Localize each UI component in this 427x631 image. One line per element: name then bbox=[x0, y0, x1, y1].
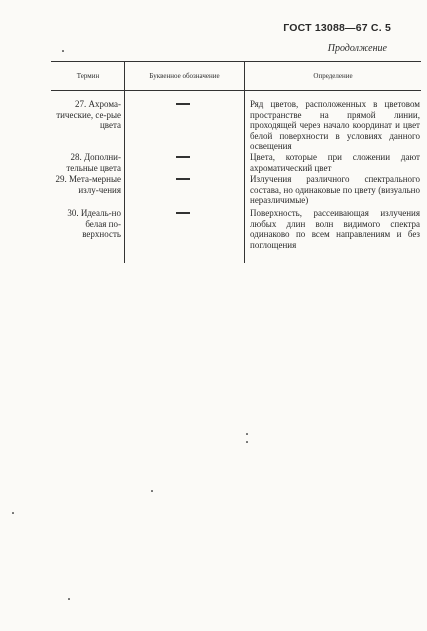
table-top-rule bbox=[51, 61, 421, 62]
continuation-label: Продолжение bbox=[327, 43, 387, 54]
symbol-dash-28 bbox=[176, 156, 190, 158]
column-header-definition: Определение bbox=[313, 72, 353, 80]
definition-30: Поверхность, рассеивающая излучения любых длин волн видимого спектра одинаково по всем направлениям и без поглощения bbox=[250, 208, 420, 250]
term-29: 29. Мета-мерные излу-чения bbox=[55, 174, 121, 195]
scan-speck bbox=[68, 598, 70, 600]
term-27: 27. Ахрома-тические, се-рые цвета bbox=[56, 99, 121, 131]
symbol-dash-30 bbox=[176, 212, 190, 214]
column-divider-1 bbox=[124, 61, 125, 263]
term-28: 28. Дополни-тельные цвета bbox=[66, 152, 121, 173]
scan-speck bbox=[246, 441, 248, 443]
definition-28: Цвета, которые при сложении дают ахроматический цвет bbox=[250, 152, 420, 173]
definition-27: Ряд цветов, расположенных в цветовом пространстве на прямой линии, проходящей через начало координат и цвет белой поверхности в условиях данного освещения bbox=[250, 99, 420, 152]
definition-29: Излучения различного спектрального состава, но одинаковые по цвету (визуально неразличимые) bbox=[250, 174, 420, 206]
table-header-rule bbox=[51, 90, 421, 91]
column-header-symbol: Буквенное обозначение bbox=[149, 72, 220, 80]
symbol-dash-29 bbox=[176, 178, 190, 180]
scan-speck bbox=[12, 512, 14, 514]
column-header-term: Термин bbox=[76, 72, 100, 80]
term-30: 30. Идеаль-но белая по-верхность bbox=[67, 208, 121, 240]
scan-speck bbox=[246, 433, 248, 435]
scan-speck bbox=[62, 50, 64, 52]
scan-speck bbox=[151, 490, 153, 492]
symbol-dash-27 bbox=[176, 103, 190, 105]
standard-header: ГОСТ 13088—67 С. 5 bbox=[283, 22, 391, 34]
column-divider-2 bbox=[244, 61, 245, 263]
